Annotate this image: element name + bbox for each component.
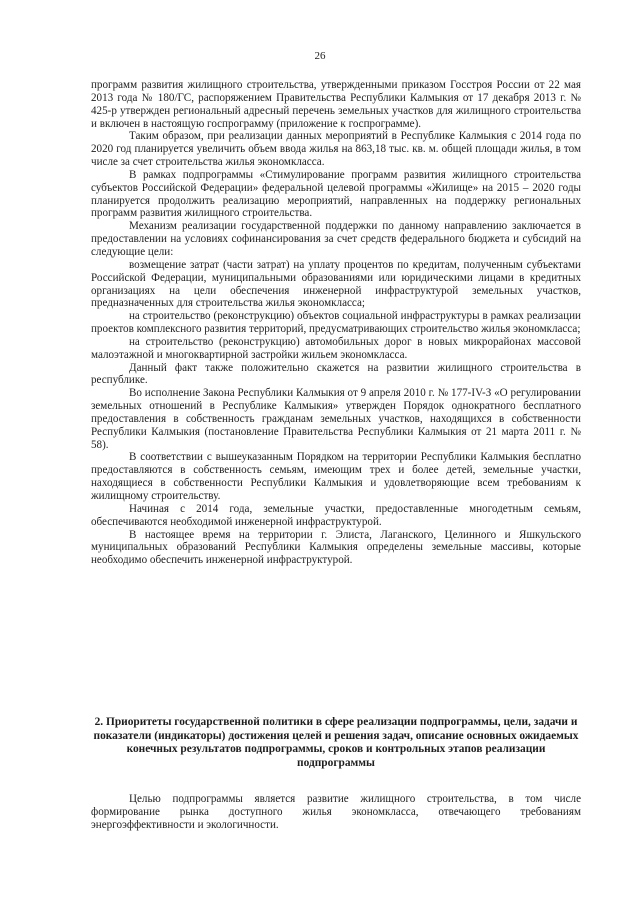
- paragraph: программ развития жилищного строительства, утвержденными приказом Госстроя России от 22 мая 2013 года № 180/ГС, распоряжением Правительства Республики Калмыкия от 17 декабря 2013 г. № 425-р утвержден региональный адресный перечень земельных участков для жилищного строительства и включен в настоящую госпрограмму (приложение к госпрограмме).: [91, 79, 581, 130]
- paragraph: Таким образом, при реализации данных мероприятий в Республике Калмыкия с 2014 года по 2020 год планируется увеличить объем ввода жилья на 863,18 тыс. кв. м. общей площади жилья, в том числе за счет строительства жилья экономкласса.: [91, 130, 581, 169]
- paragraph: возмещение затрат (части затрат) на уплату процентов по кредитам, полученным субъектами Российской Федерации, муниципальными образованиями или юридическими лицами в кредитных организациях на цели обеспечения инженерной инфраструктурой земельных участков, предназначенных для строительства жилья экономкласса;: [91, 258, 581, 310]
- paragraph: Данный факт также положительно скажется на развитии жилищного строительства в республике.: [91, 361, 581, 387]
- closing-paragraph: Целью подпрограммы является развитие жилищного строительства, в том числе формирование рынка доступного жилья экономкласса, отвечающего требованиям энергоэффективности и экологичности.: [91, 793, 581, 831]
- paragraph: В соответствии с вышеуказанным Порядком на территории Республики Калмыкия бесплатно предоставляются в собственность семьям, имеющим трех и более детей, земельные участки, находящиеся в собственности Республики Калмыкия и удовлетворяющие всем требованиям к жилищному строительству.: [91, 451, 581, 502]
- body-text: [91, 79, 581, 567]
- paragraph: Механизм реализации государственной поддержки по данному направлению заключается в предоставлении на условиях софинансирования за счет средств федерального бюджета и субсидий на следующие цели:: [91, 220, 581, 258]
- paragraph: Начиная с 2014 года, земельные участки, предоставленные многодетным семьям, обеспечиваются необходимой инженерной инфраструктурой.: [91, 502, 581, 528]
- paragraph: Во исполнение Закона Республики Калмыкия от 9 апреля 2010 г. № 177-IV-З «О регулировании земельных отношений в Республике Калмыкия» утвержден Порядок однократного бесплатного предоставления в собственность гражданам земельных участков, находящихся в собственности Республики Калмыкия (постановление Правительства Республики Калмыкия от 21 марта 2011 г. № 58).: [91, 387, 581, 451]
- page-number: 26: [314, 50, 326, 62]
- paragraph: на строительство (реконструкцию) автомобильных дорог в новых микрорайонах массовой малоэтажной и многоквартирной застройки жильем экономкласса.: [91, 335, 581, 361]
- paragraph: В настоящее время на территории г. Элиста, Лаганского, Целинного и Яшкульского муниципальных образований Республики Калмыкия определены земельные массивы, которые необходимо обеспечить инженерной инфраструктурой.: [91, 528, 581, 567]
- paragraph: на строительство (реконструкцию) объектов социальной инфраструктуры в рамках реализации проектов комплексного развития территорий, предусматривающих строительство жилья экономкласса;: [91, 310, 581, 336]
- paragraph: В рамках подпрограммы «Стимулирование программ развития жилищного строительства субъектов Российской Федерации» федеральной целевой программы «Жилище» на 2015 – 2020 годы планируется продолжить реализацию мероприятий, направленных на поддержку региональных программ развития жилищного строительства.: [91, 168, 581, 220]
- section-heading: 2. Приоритеты государственной политики в сфере реализации подпрограммы, цели, задачи и показатели (индикаторы) достижения целей и решения задач, описание основных ожидаемых конечных результатов подпрограммы, сроков и контрольных этапов реализации подпрограммы: [93, 716, 579, 769]
